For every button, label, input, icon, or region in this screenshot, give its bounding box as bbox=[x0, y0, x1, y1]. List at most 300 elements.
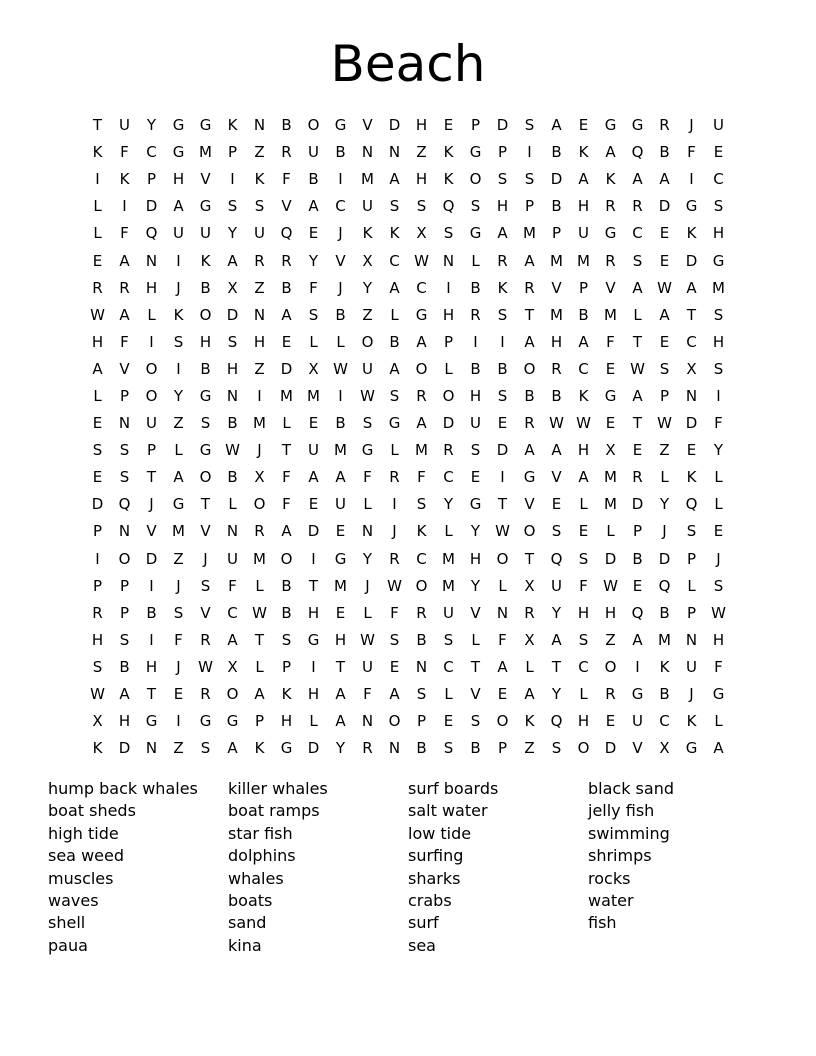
grid-letter: T bbox=[524, 305, 535, 324]
grid-letter: Z bbox=[605, 630, 616, 649]
grid-letter: H bbox=[577, 712, 590, 731]
grid-letter: Q bbox=[550, 549, 563, 568]
grid-letter: B bbox=[227, 468, 238, 487]
grid-letter: O bbox=[415, 359, 428, 378]
grid-letter: L bbox=[444, 685, 453, 704]
grid-letter: E bbox=[308, 414, 319, 433]
grid-letter: S bbox=[389, 386, 400, 405]
grid-row bbox=[84, 383, 732, 410]
grid-letter: L bbox=[471, 630, 480, 649]
grid-letter: L bbox=[660, 468, 669, 487]
grid-letter: D bbox=[226, 305, 239, 324]
grid-letter: M bbox=[442, 576, 455, 595]
word-list-item: sea weed bbox=[48, 846, 124, 866]
grid-letter: R bbox=[524, 603, 535, 622]
grid-letter: S bbox=[92, 657, 103, 676]
grid-letter: V bbox=[119, 359, 130, 378]
page-title: Beach bbox=[330, 35, 486, 93]
grid-letter: R bbox=[200, 630, 211, 649]
grid-letter: A bbox=[227, 630, 238, 649]
grid-letter: C bbox=[416, 278, 427, 297]
grid-letter: A bbox=[632, 278, 643, 297]
grid-letter: B bbox=[389, 332, 400, 351]
grid-letter: T bbox=[497, 495, 508, 514]
grid-letter: B bbox=[119, 657, 130, 676]
grid-letter: I bbox=[338, 386, 343, 405]
grid-letter: L bbox=[93, 224, 102, 243]
grid-letter: T bbox=[200, 495, 211, 514]
grid-row bbox=[84, 139, 732, 166]
grid-letter: D bbox=[388, 116, 401, 135]
grid-letter: A bbox=[659, 305, 670, 324]
grid-letter: Q bbox=[145, 224, 158, 243]
grid-letter: U bbox=[362, 359, 373, 378]
word-list-item: black sand bbox=[588, 779, 674, 798]
grid-letter: G bbox=[361, 441, 374, 460]
grid-letter: I bbox=[311, 549, 316, 568]
grid-letter: I bbox=[149, 630, 154, 649]
grid-letter: I bbox=[473, 332, 478, 351]
grid-letter: K bbox=[254, 170, 265, 189]
grid-letter: D bbox=[496, 116, 509, 135]
grid-letter: I bbox=[176, 251, 181, 270]
grid-letter: R bbox=[524, 278, 535, 297]
grid-letter: H bbox=[145, 657, 158, 676]
grid-letter: S bbox=[389, 630, 400, 649]
grid-letter: S bbox=[713, 305, 724, 324]
grid-letter: S bbox=[551, 522, 562, 541]
grid-letter: F bbox=[417, 468, 426, 487]
grid-letter: P bbox=[254, 712, 265, 731]
grid-letter: G bbox=[631, 116, 644, 135]
grid-letter: K bbox=[362, 224, 373, 243]
grid-letter: S bbox=[551, 739, 562, 758]
grid-letter: P bbox=[416, 712, 427, 731]
grid-letter: J bbox=[662, 522, 667, 541]
grid-letter: M bbox=[334, 441, 347, 460]
grid-letter: G bbox=[685, 197, 698, 216]
grid-letter: P bbox=[443, 332, 454, 351]
grid-letter: L bbox=[363, 495, 372, 514]
grid-letter: K bbox=[686, 468, 697, 487]
grid-letter: T bbox=[632, 332, 643, 351]
grid-letter: G bbox=[604, 116, 617, 135]
grid-letter: J bbox=[716, 549, 721, 568]
grid-row bbox=[84, 464, 732, 491]
grid-letter: S bbox=[200, 576, 211, 595]
grid-letter: O bbox=[604, 657, 617, 676]
grid-letter: T bbox=[686, 305, 697, 324]
grid-letter: R bbox=[200, 685, 211, 704]
grid-letter: F bbox=[174, 630, 183, 649]
grid-letter: B bbox=[497, 359, 508, 378]
grid-letter: S bbox=[497, 170, 508, 189]
grid-row bbox=[84, 600, 732, 627]
grid-letter: Z bbox=[416, 143, 427, 162]
grid-letter: T bbox=[551, 657, 562, 676]
grid-letter: I bbox=[392, 495, 397, 514]
grid-letter: A bbox=[227, 251, 238, 270]
grid-letter: H bbox=[442, 305, 455, 324]
grid-letter: V bbox=[605, 278, 616, 297]
grid-letter: Z bbox=[254, 143, 265, 162]
grid-letter: U bbox=[227, 549, 238, 568]
grid-letter: N bbox=[685, 630, 698, 649]
grid-letter: F bbox=[579, 576, 588, 595]
grid-letter: R bbox=[470, 305, 481, 324]
grid-letter: E bbox=[335, 522, 346, 541]
word-list-item: kina bbox=[228, 935, 262, 955]
grid-letter: J bbox=[365, 576, 370, 595]
grid-letter: P bbox=[497, 143, 508, 162]
grid-letter: L bbox=[471, 251, 480, 270]
grid-letter: V bbox=[470, 685, 481, 704]
grid-letter: T bbox=[335, 657, 346, 676]
word-list-item: surf bbox=[408, 913, 439, 933]
grid-letter: P bbox=[92, 522, 103, 541]
grid-letter: R bbox=[416, 603, 427, 622]
grid-letter: E bbox=[470, 468, 481, 487]
grid-letter: G bbox=[469, 224, 482, 243]
grid-letter: U bbox=[632, 712, 643, 731]
grid-letter: F bbox=[120, 332, 129, 351]
grid-letter: D bbox=[280, 359, 293, 378]
grid-letter: L bbox=[282, 414, 291, 433]
grid-letter: N bbox=[253, 116, 266, 135]
grid-letter: K bbox=[659, 657, 670, 676]
grid-letter: S bbox=[416, 197, 427, 216]
grid-letter: C bbox=[659, 712, 670, 731]
grid-letter: P bbox=[227, 143, 238, 162]
grid-letter: U bbox=[578, 224, 589, 243]
grid-letter: G bbox=[226, 712, 239, 731]
grid-letter: E bbox=[578, 116, 589, 135]
grid-letter: H bbox=[226, 359, 239, 378]
grid-letter: M bbox=[415, 441, 428, 460]
grid-letter: D bbox=[307, 522, 320, 541]
grid-letter: H bbox=[118, 712, 131, 731]
grid-letter: F bbox=[363, 468, 372, 487]
grid-letter: S bbox=[497, 386, 508, 405]
grid-row bbox=[84, 654, 732, 681]
grid-letter: L bbox=[309, 332, 318, 351]
grid-letter: E bbox=[389, 657, 400, 676]
grid-letter: G bbox=[172, 116, 185, 135]
grid-letter: X bbox=[227, 657, 238, 676]
grid-letter: G bbox=[199, 197, 212, 216]
grid-row bbox=[84, 735, 732, 762]
grid-letter: R bbox=[92, 278, 103, 297]
grid-letter: T bbox=[254, 630, 265, 649]
grid-letter: Y bbox=[551, 685, 562, 704]
grid-row bbox=[84, 573, 732, 600]
grid-letter: W bbox=[360, 630, 375, 649]
grid-letter: R bbox=[281, 251, 292, 270]
grid-letter: P bbox=[92, 576, 103, 595]
grid-letter: F bbox=[282, 468, 291, 487]
grid-letter: B bbox=[578, 305, 589, 324]
grid-letter: N bbox=[226, 386, 239, 405]
grid-letter: Y bbox=[308, 251, 319, 270]
grid-letter: A bbox=[632, 386, 643, 405]
grid-letter: I bbox=[176, 359, 181, 378]
grid-letter: R bbox=[92, 603, 103, 622]
grid-letter: L bbox=[525, 657, 534, 676]
grid-letter: W bbox=[495, 522, 510, 541]
grid-letter: Q bbox=[631, 603, 644, 622]
grid-letter: B bbox=[416, 739, 427, 758]
grid-letter: J bbox=[149, 495, 154, 514]
grid-letter: K bbox=[497, 278, 508, 297]
grid-letter: C bbox=[416, 549, 427, 568]
grid-letter: K bbox=[254, 739, 265, 758]
grid-letter: H bbox=[307, 603, 320, 622]
grid-letter: U bbox=[308, 441, 319, 460]
grid-letter: T bbox=[92, 116, 103, 135]
word-list-item: surfing bbox=[408, 846, 464, 866]
grid-letter: E bbox=[308, 224, 319, 243]
grid-letter: O bbox=[280, 549, 293, 568]
grid-letter: B bbox=[551, 143, 562, 162]
grid-letter: S bbox=[686, 522, 697, 541]
grid-letter: P bbox=[119, 603, 130, 622]
grid-letter: A bbox=[227, 739, 238, 758]
grid-letter: S bbox=[173, 332, 184, 351]
grid-letter: E bbox=[335, 603, 346, 622]
grid-letter: W bbox=[603, 576, 618, 595]
grid-letter: G bbox=[145, 712, 158, 731]
grid-letter: M bbox=[253, 414, 266, 433]
grid-letter: A bbox=[254, 685, 265, 704]
grid-letter: R bbox=[119, 278, 130, 297]
grid-letter: L bbox=[93, 386, 102, 405]
grid-letter: B bbox=[416, 630, 427, 649]
grid-letter: T bbox=[281, 441, 292, 460]
grid-letter: H bbox=[334, 630, 347, 649]
grid-letter: A bbox=[497, 224, 508, 243]
grid-letter: B bbox=[470, 359, 481, 378]
grid-letter: A bbox=[524, 441, 535, 460]
grid-letter: A bbox=[389, 685, 400, 704]
grid-letter: L bbox=[579, 685, 588, 704]
grid-letter: W bbox=[90, 685, 105, 704]
grid-letter: G bbox=[631, 685, 644, 704]
grid-letter: P bbox=[578, 278, 589, 297]
grid-row bbox=[84, 518, 732, 545]
grid-letter: S bbox=[524, 170, 535, 189]
grid-letter: Q bbox=[685, 495, 698, 514]
grid-letter: W bbox=[225, 441, 240, 460]
grid-letter: R bbox=[416, 386, 427, 405]
grid-letter: A bbox=[119, 685, 130, 704]
grid-letter: A bbox=[119, 251, 130, 270]
grid-letter: K bbox=[524, 712, 535, 731]
grid-letter: A bbox=[578, 332, 589, 351]
grid-letter: S bbox=[713, 197, 724, 216]
grid-letter: T bbox=[470, 657, 481, 676]
grid-letter: Y bbox=[470, 576, 481, 595]
grid-letter: A bbox=[551, 630, 562, 649]
grid-letter: U bbox=[173, 224, 184, 243]
grid-letter: R bbox=[605, 685, 616, 704]
grid-letter: M bbox=[280, 386, 293, 405]
grid-letter: Z bbox=[173, 414, 184, 433]
grid-letter: K bbox=[389, 224, 400, 243]
grid-letter: M bbox=[334, 576, 347, 595]
grid-letter: N bbox=[253, 305, 266, 324]
grid-letter: F bbox=[390, 603, 399, 622]
grid-letter: Z bbox=[173, 739, 184, 758]
grid-letter: A bbox=[524, 251, 535, 270]
grid-letter: P bbox=[146, 441, 157, 460]
grid-letter: F bbox=[498, 630, 507, 649]
grid-letter: H bbox=[307, 685, 320, 704]
grid-letter: J bbox=[176, 278, 181, 297]
grid-letter: C bbox=[713, 170, 724, 189]
grid-letter: H bbox=[577, 603, 590, 622]
word-column bbox=[228, 778, 408, 957]
grid-letter: P bbox=[119, 576, 130, 595]
grid-letter: G bbox=[307, 630, 320, 649]
grid-letter: N bbox=[118, 522, 131, 541]
grid-letter: E bbox=[578, 522, 589, 541]
grid-letter: V bbox=[632, 739, 643, 758]
grid-row bbox=[84, 329, 732, 356]
grid-letter: U bbox=[200, 224, 211, 243]
grid-letter: M bbox=[199, 143, 212, 162]
grid-letter: R bbox=[524, 414, 535, 433]
grid-letter: M bbox=[604, 305, 617, 324]
grid-letter: U bbox=[308, 143, 319, 162]
grid-letter: I bbox=[311, 657, 316, 676]
grid-letter: M bbox=[550, 305, 563, 324]
grid-letter: L bbox=[174, 441, 183, 460]
grid-letter: K bbox=[92, 739, 103, 758]
grid-letter: G bbox=[172, 495, 185, 514]
grid-letter: O bbox=[145, 359, 158, 378]
grid-letter: R bbox=[362, 739, 373, 758]
grid-row bbox=[84, 112, 732, 139]
grid-letter: O bbox=[388, 712, 401, 731]
grid-letter: S bbox=[200, 739, 211, 758]
grid-letter: H bbox=[145, 278, 158, 297]
grid-letter: E bbox=[605, 712, 616, 731]
grid-letter: Y bbox=[173, 386, 184, 405]
grid-letter: L bbox=[336, 332, 345, 351]
grid-letter: K bbox=[416, 522, 427, 541]
grid-letter: U bbox=[146, 414, 157, 433]
grid-letter: L bbox=[255, 576, 264, 595]
grid-letter: V bbox=[200, 522, 211, 541]
grid-letter: B bbox=[281, 278, 292, 297]
grid-letter: G bbox=[199, 712, 212, 731]
word-list-item: shell bbox=[48, 913, 86, 933]
grid-letter: X bbox=[659, 739, 670, 758]
grid-letter: K bbox=[227, 116, 238, 135]
grid-letter: L bbox=[309, 712, 318, 731]
grid-letter: M bbox=[307, 386, 320, 405]
grid-letter: L bbox=[444, 522, 453, 541]
grid-row bbox=[84, 356, 732, 383]
grid-letter: Q bbox=[442, 197, 455, 216]
grid-letter: O bbox=[523, 359, 536, 378]
grid-letter: L bbox=[390, 441, 399, 460]
grid-letter: H bbox=[496, 197, 509, 216]
grid-letter: N bbox=[361, 143, 374, 162]
grid-letter: L bbox=[255, 657, 264, 676]
grid-letter: X bbox=[524, 630, 535, 649]
grid-letter: M bbox=[577, 251, 590, 270]
grid-letter: G bbox=[469, 495, 482, 514]
grid-letter: S bbox=[578, 630, 589, 649]
grid-row bbox=[84, 708, 732, 735]
grid-row bbox=[84, 410, 732, 437]
grid-letter: M bbox=[550, 251, 563, 270]
grid-letter: S bbox=[308, 305, 319, 324]
grid-letter: V bbox=[362, 116, 373, 135]
grid-row bbox=[84, 302, 732, 329]
grid-letter: A bbox=[335, 685, 346, 704]
grid-letter: K bbox=[605, 170, 616, 189]
grid-letter: E bbox=[632, 441, 643, 460]
grid-letter: W bbox=[333, 359, 348, 378]
grid-letter: N bbox=[145, 251, 158, 270]
grid-letter: I bbox=[149, 332, 154, 351]
grid-letter: S bbox=[632, 251, 643, 270]
grid-letter: Y bbox=[146, 116, 157, 135]
grid-letter: G bbox=[604, 386, 617, 405]
grid-letter: E bbox=[443, 712, 454, 731]
grid-letter: C bbox=[578, 657, 589, 676]
grid-letter: P bbox=[497, 739, 508, 758]
grid-letter: O bbox=[442, 386, 455, 405]
grid-letter: Z bbox=[659, 441, 670, 460]
grid-letter: U bbox=[443, 603, 454, 622]
grid-letter: Q bbox=[658, 576, 671, 595]
grid-letter: I bbox=[338, 170, 343, 189]
grid-letter: I bbox=[527, 143, 532, 162]
grid-letter: O bbox=[577, 739, 590, 758]
grid-letter: V bbox=[146, 522, 157, 541]
grid-letter: I bbox=[230, 170, 235, 189]
grid-letter: C bbox=[443, 468, 454, 487]
grid-letter: E bbox=[605, 359, 616, 378]
grid-letter: R bbox=[605, 251, 616, 270]
grid-letter: S bbox=[254, 197, 265, 216]
grid-letter: G bbox=[334, 549, 347, 568]
grid-letter: G bbox=[334, 116, 347, 135]
grid-letter: O bbox=[199, 468, 212, 487]
grid-letter: J bbox=[338, 278, 343, 297]
grid-letter: H bbox=[469, 386, 482, 405]
grid-letter: G bbox=[280, 739, 293, 758]
grid-letter: O bbox=[523, 522, 536, 541]
grid-letter: O bbox=[253, 495, 266, 514]
grid-letter: W bbox=[360, 386, 375, 405]
grid-letter: Y bbox=[443, 495, 454, 514]
grid-letter: D bbox=[145, 549, 158, 568]
grid-letter: R bbox=[281, 143, 292, 162]
grid-letter: T bbox=[146, 685, 157, 704]
grid-letter: H bbox=[280, 712, 293, 731]
grid-letter: E bbox=[173, 685, 184, 704]
grid-letter: E bbox=[443, 116, 454, 135]
grid-letter: A bbox=[632, 170, 643, 189]
grid-letter: A bbox=[524, 685, 535, 704]
grid-letter: V bbox=[551, 468, 562, 487]
grid-letter: X bbox=[308, 359, 319, 378]
grid-letter: K bbox=[686, 224, 697, 243]
